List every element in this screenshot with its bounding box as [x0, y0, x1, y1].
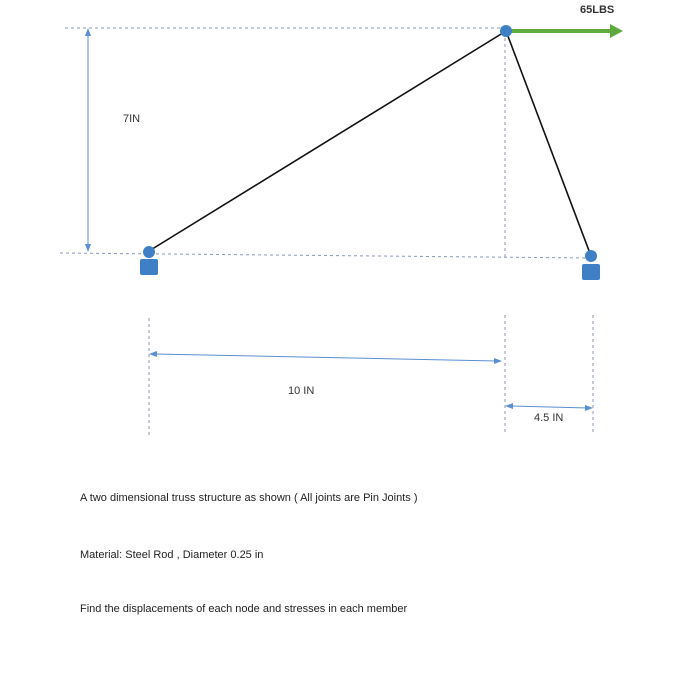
node-top: [500, 25, 512, 37]
span-left-label: 10 IN: [288, 385, 315, 397]
span-right-label: 4.5 IN: [534, 412, 564, 424]
base-reference-line: [60, 253, 590, 258]
height-dimension-arrow-top: [85, 28, 91, 36]
member-top-right: [506, 31, 591, 256]
support-right: [582, 250, 600, 280]
span-right-dimension-line: [511, 406, 588, 408]
task-text: Find the displacements of each node and stresses in each member: [80, 603, 408, 615]
node-left: [143, 246, 155, 258]
span-left-arrow-left: [149, 351, 157, 357]
span-right-arrow-left: [505, 403, 513, 409]
node-right: [585, 250, 597, 262]
material-text: Material: Steel Rod , Diameter 0.25 in: [80, 549, 264, 561]
span-right-arrow-right: [585, 405, 593, 411]
height-label: 7IN: [123, 113, 141, 125]
member-left-top: [149, 31, 506, 251]
support-right-base: [582, 264, 600, 280]
force-arrow-head: [610, 24, 623, 38]
height-dimension-arrow-bottom: [85, 244, 91, 252]
support-left-base: [140, 259, 158, 275]
span-left-dimension-line: [154, 354, 497, 361]
description-text: A two dimensional truss structure as shown ( All joints are Pin Joints ): [80, 492, 418, 504]
support-left: [140, 246, 158, 275]
force-label: 65LBS: [580, 4, 615, 16]
span-left-arrow-right: [494, 358, 502, 364]
